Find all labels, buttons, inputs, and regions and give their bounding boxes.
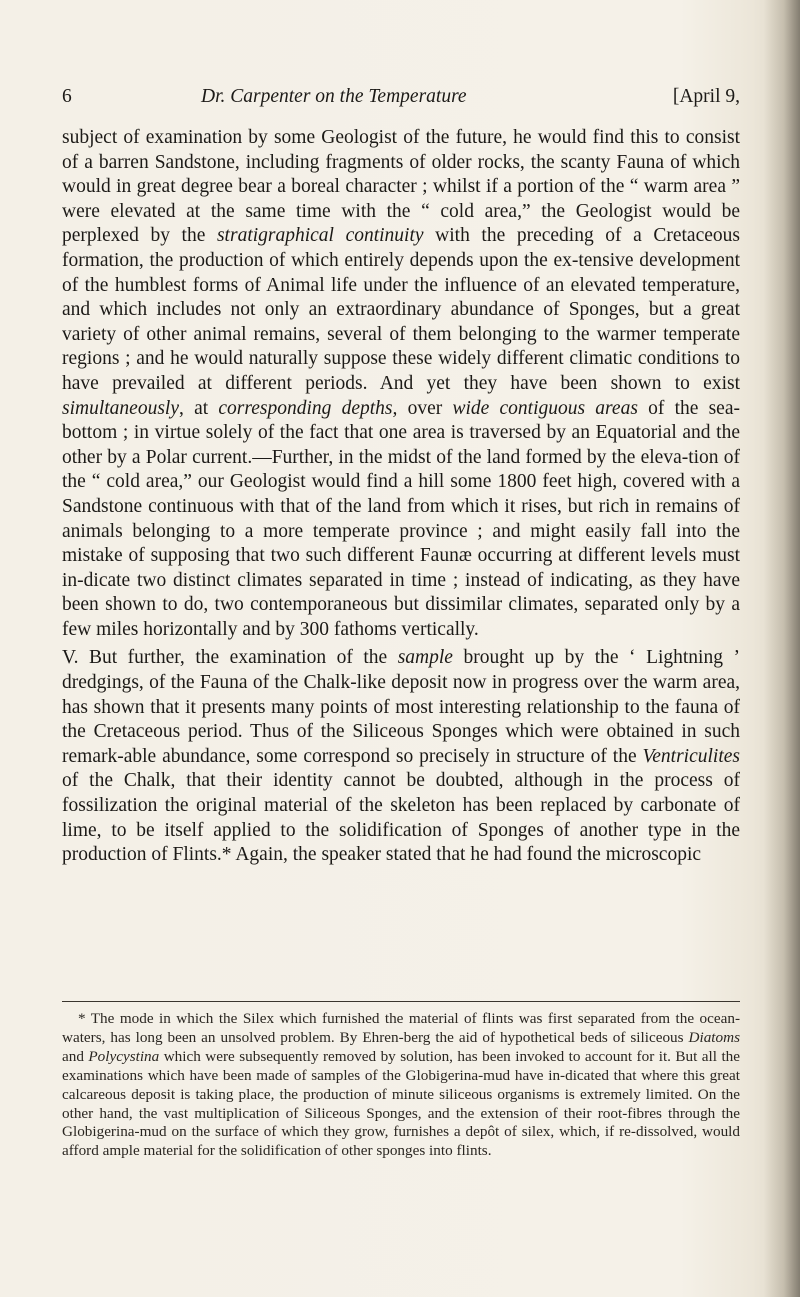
paragraph-text: brought up by the ‘ Lightning ’ dredgings, of the Fauna of the Chalk-like deposit now in progress over the warm area, has shown that it presents many points of most interesting relationship to the fauna of the Cretaceous period. Thus of the Siliceous Sponges which were obtained in such remark-able abundance, some correspond so precisely in structure of the	[62, 647, 740, 767]
italic-phrase: sample	[397, 647, 453, 669]
italic-phrase: simultaneously	[62, 397, 179, 419]
footnote	[62, 1010, 740, 1161]
page-number: 6	[62, 86, 72, 107]
paragraph-text: V. But further, the examination of the	[62, 647, 398, 669]
footnote-text: and	[62, 1047, 89, 1065]
paragraph-text: with the preceding of a Cretaceous formation, the production of which entirely depends upon the ex-tensive development of the humblest forms of Animal life under the influence of an elevated temperature, and which includes not only an extraordinary abundance of Sponges, but a great variety of other animal remains, several of them belonging to the warmer temperate regions ; and he would naturally suppose these widely different climatic conditions to have prevailed at different periods. And yet they have been shown to exist	[62, 225, 740, 394]
running-title: Dr. Carpenter on the Temperature	[201, 86, 467, 107]
italic-phrase: wide contiguous areas	[452, 397, 638, 419]
page-edge-shadow	[764, 0, 800, 1297]
paragraph-text: over	[397, 397, 453, 419]
paragraph-text: , at	[179, 397, 219, 419]
italic-phrase: corresponding depths,	[218, 397, 398, 419]
paragraph-text: of the sea-bottom ; in virtue solely of the fact that one area is traversed by an Equatorial and the other by a Polar current.—Further, in the midst of the land formed by the eleva-tion of the “ cold area,” our Geologist would find a hill some 1800 feet high, covered with a Sandstone continuous with that of the land from which it rises, but rich in remains of animals belonging to a more temperate province ; and might easily fall into the mistake of supposing that two such different Faunæ occurring at different levels must in-dicate two distinct climates separated in time ; instead of indicating, as they have been shown to do, two contemporaneous but dissimilar climates, separated only by a few miles horizontally and by 300 fathoms vertically.	[62, 397, 740, 640]
footnote-text: which were subsequently removed by solution, has been invoked to account for it. But all the examinations which have been made of samples of the Globigerina-mud have in-dicated that where this great calcareous deposit is taking place, the production of minute siliceous organisms is extremely limited. On the other hand, the vast multiplication of Siliceous Sponges, and the extension of their root-fibres through the Globigerina-mud on the surface of which they grow, furnishes a depôt of silex, which, if re-dissolved, would afford ample material for the solidification of other sponges into flints.	[62, 1047, 740, 1160]
footnote-text-block	[62, 1010, 740, 1161]
footnote-divider	[62, 1001, 740, 1002]
italic-phrase: Polycystina	[88, 1047, 160, 1065]
body-text	[62, 126, 740, 868]
italic-phrase: Diatoms	[688, 1028, 740, 1046]
paragraph-text: of the Chalk, that their identity cannot be doubted, although in the process of fossilization the original material of the skeleton has been replaced by carbonate of lime, to be itself applied to the solidification of Sponges of another type in the production of Flints.* Again, the speaker stated that he had found the microscopic	[62, 770, 740, 866]
running-head	[62, 86, 740, 116]
italic-phrase: stratigraphical continuity	[216, 225, 424, 247]
paragraph-text: subject of examination by some Geologist of the future, he would find this to consist of a barren Sandstone, including fragments of older rocks, the scanty Fauna of which would in great degree bear a boreal character ; whilst if a portion of the “ warm area ” were elevated at the same time with the “ cold area,” the Geologist would be perplexed by the	[62, 127, 740, 247]
italic-phrase: Ventriculites	[642, 745, 740, 767]
paragraph-section-v	[62, 646, 740, 867]
footnote-text: * The mode in which the Silex which furnished the material of flints was first separated from the ocean-waters, has long been an unsolved problem. By Ehren-berg the aid of hypothetical beds of siliceous	[62, 1010, 740, 1046]
running-date: [April 9,	[672, 86, 740, 107]
paragraph-continuation	[62, 126, 740, 642]
